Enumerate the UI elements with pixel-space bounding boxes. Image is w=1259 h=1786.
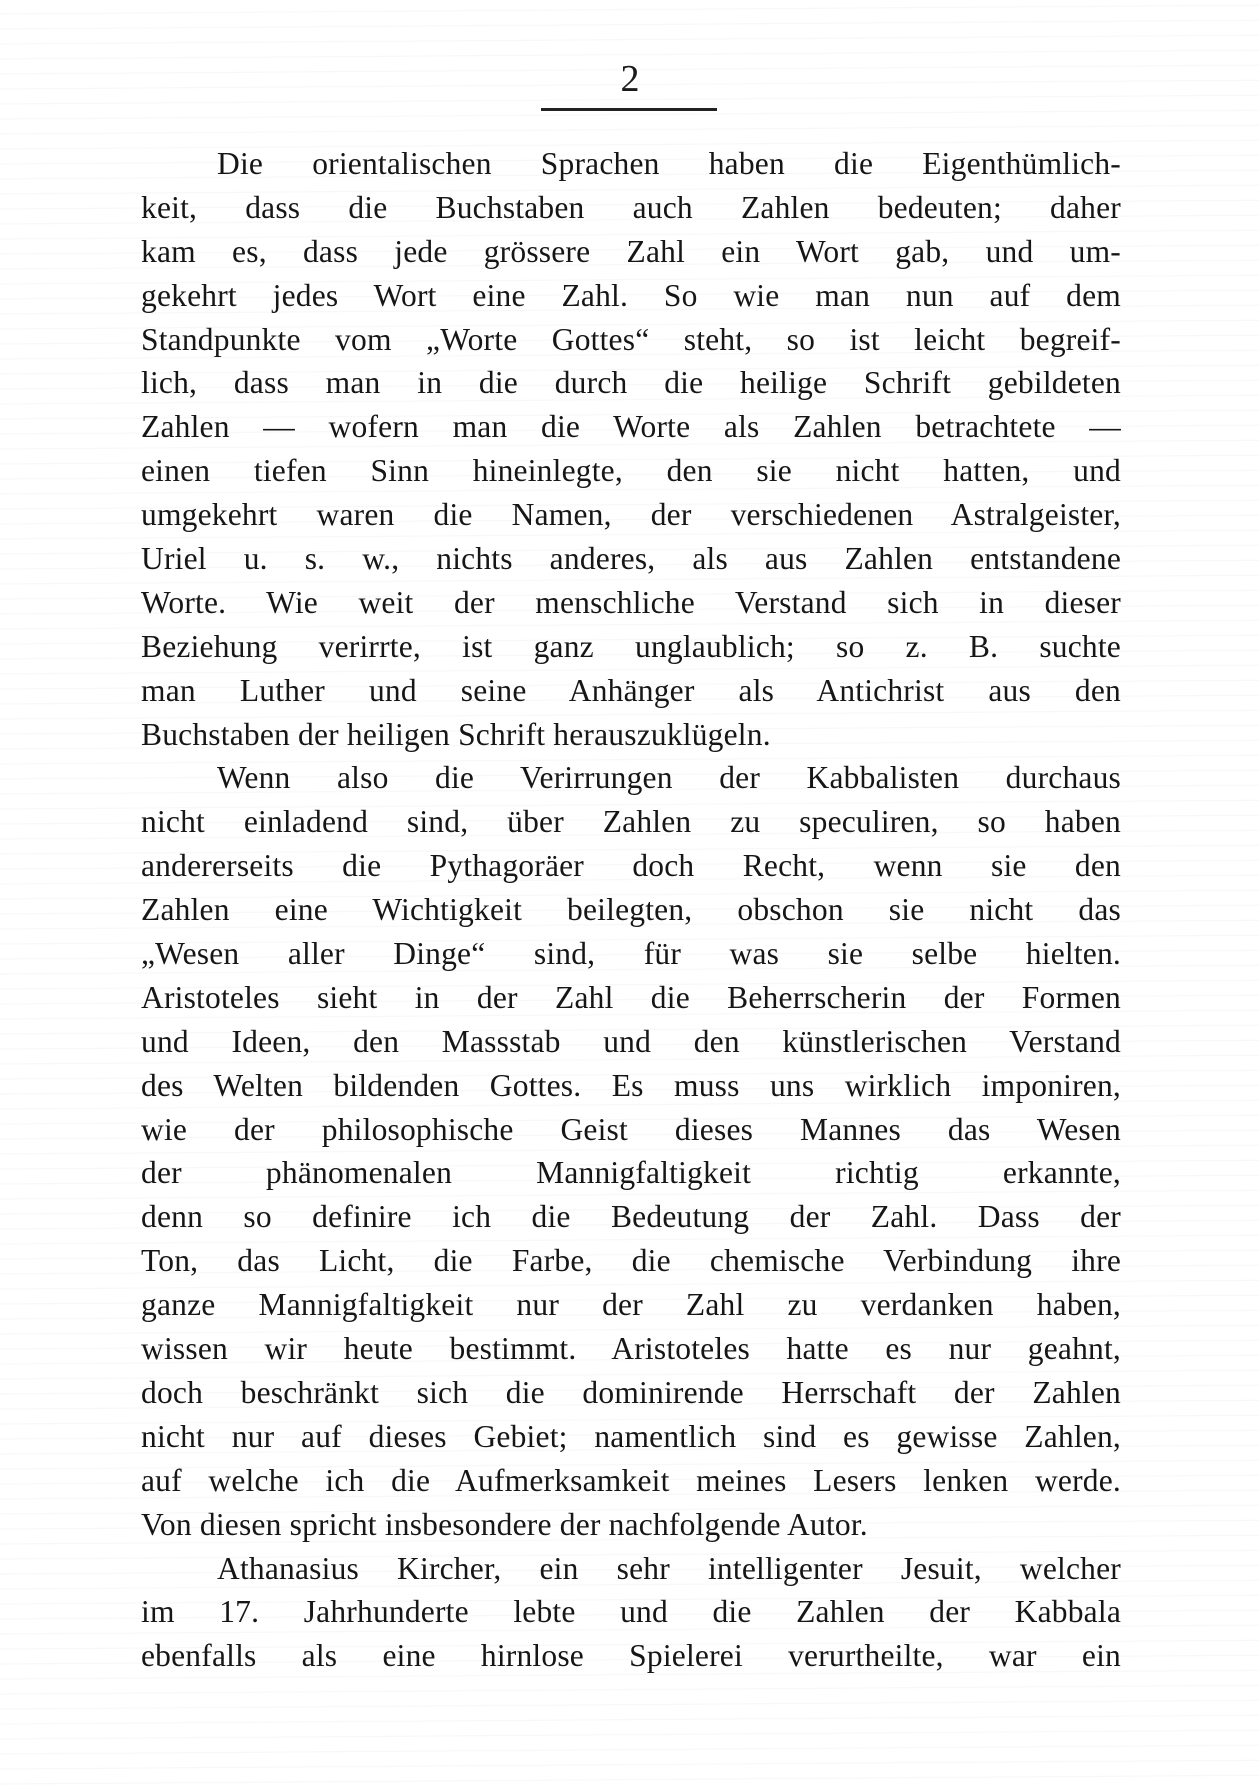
text-line: „Wesen aller Dinge“ sind, für was sie selbe hielten. [141, 936, 1121, 972]
text-line: des Welten bildenden Gottes. Es muss uns wirklich imponiren, [141, 1067, 1121, 1103]
text-line: Buchstaben der heiligen Schrift herauszuklügeln. [141, 716, 771, 752]
text-line: Die orientalischen Sprachen haben die Eigenthümlich- [217, 146, 1121, 181]
text-line: lich, dass man in die durch die heilige Schrift gebildeten [141, 365, 1121, 401]
text-line: Beziehung verirrte, ist ganz unglaublich; so z. B. suchte [141, 628, 1121, 664]
text-line: man Luther und seine Anhänger als Antichrist aus den [141, 672, 1121, 708]
text-line: Worte. Wie weit der menschliche Verstand sich in dieser [141, 584, 1121, 620]
text-line: im 17. Jahrhunderte lebte und die Zahlen der Kabbala [141, 1594, 1121, 1630]
text-line: Uriel u. s. w., nichts anderes, als aus Zahlen entstandene [141, 541, 1121, 577]
text-line: und Ideen, den Massstab und den künstlerischen Verstand [141, 1023, 1121, 1059]
text-line: nicht nur auf dieses Gebiet; namentlich sind es gewisse Zahlen, [141, 1418, 1121, 1454]
text-line: ganze Mannigfaltigkeit nur der Zahl zu verdanken haben, [141, 1287, 1121, 1323]
text-line: kam es, dass jede grössere Zahl ein Wort gab, und um- [141, 233, 1121, 269]
body-text [141, 142, 1121, 1678]
text-line: Aristoteles sieht in der Zahl die Beherrscherin der Formen [141, 979, 1121, 1015]
text-line: Zahlen eine Wichtigkeit beilegten, obschon sie nicht das [141, 892, 1121, 928]
text-line: Standpunkte vom „Worte Gottes“ steht, so ist leicht begreif- [141, 321, 1121, 357]
page-number: 2 [620, 58, 640, 100]
text-line: denn so definire ich die Bedeutung der Zahl. Dass der [141, 1199, 1121, 1235]
text-line: Ton, das Licht, die Farbe, die chemische Verbindung ihre [141, 1243, 1121, 1279]
page-number-rule [541, 108, 717, 111]
text-line: einen tiefen Sinn hineinlegte, den sie nicht hatten, und [141, 453, 1121, 489]
text-line: wissen wir heute bestimmt. Aristoteles hatte es nur geahnt, [141, 1331, 1121, 1367]
text-line: andererseits die Pythagoräer doch Recht, wenn sie den [141, 848, 1121, 884]
text-line: gekehrt jedes Wort eine Zahl. So wie man nun auf dem [141, 277, 1121, 313]
text-line: umgekehrt waren die Namen, der verschiedenen Astralgeister, [141, 497, 1121, 533]
text-line: ebenfalls als eine hirnlose Spielerei verurtheilte, war ein [141, 1638, 1121, 1674]
text-line: Von diesen spricht insbesondere der nachfolgende Autor. [141, 1506, 868, 1542]
text-line: Wenn also die Verirrungen der Kabbalisten durchaus [217, 760, 1121, 796]
text-line: doch beschränkt sich die dominirende Herrschaft der Zahlen [141, 1374, 1121, 1410]
text-line: der phänomenalen Mannigfaltigkeit richtig erkannte, [141, 1155, 1121, 1191]
text-line: Athanasius Kircher, ein sehr intelligenter Jesuit, welcher [217, 1550, 1121, 1586]
text-line: Zahlen — wofern man die Worte als Zahlen betrachtete — [141, 409, 1121, 445]
text-line: keit, dass die Buchstaben auch Zahlen bedeuten; daher [141, 189, 1121, 225]
text-line: wie der philosophische Geist dieses Mannes das Wesen [141, 1111, 1121, 1147]
text-line: nicht einladend sind, über Zahlen zu speculiren, so haben [141, 804, 1121, 840]
text-line: auf welche ich die Aufmerksamkeit meines Lesers lenken werde. [141, 1462, 1121, 1498]
